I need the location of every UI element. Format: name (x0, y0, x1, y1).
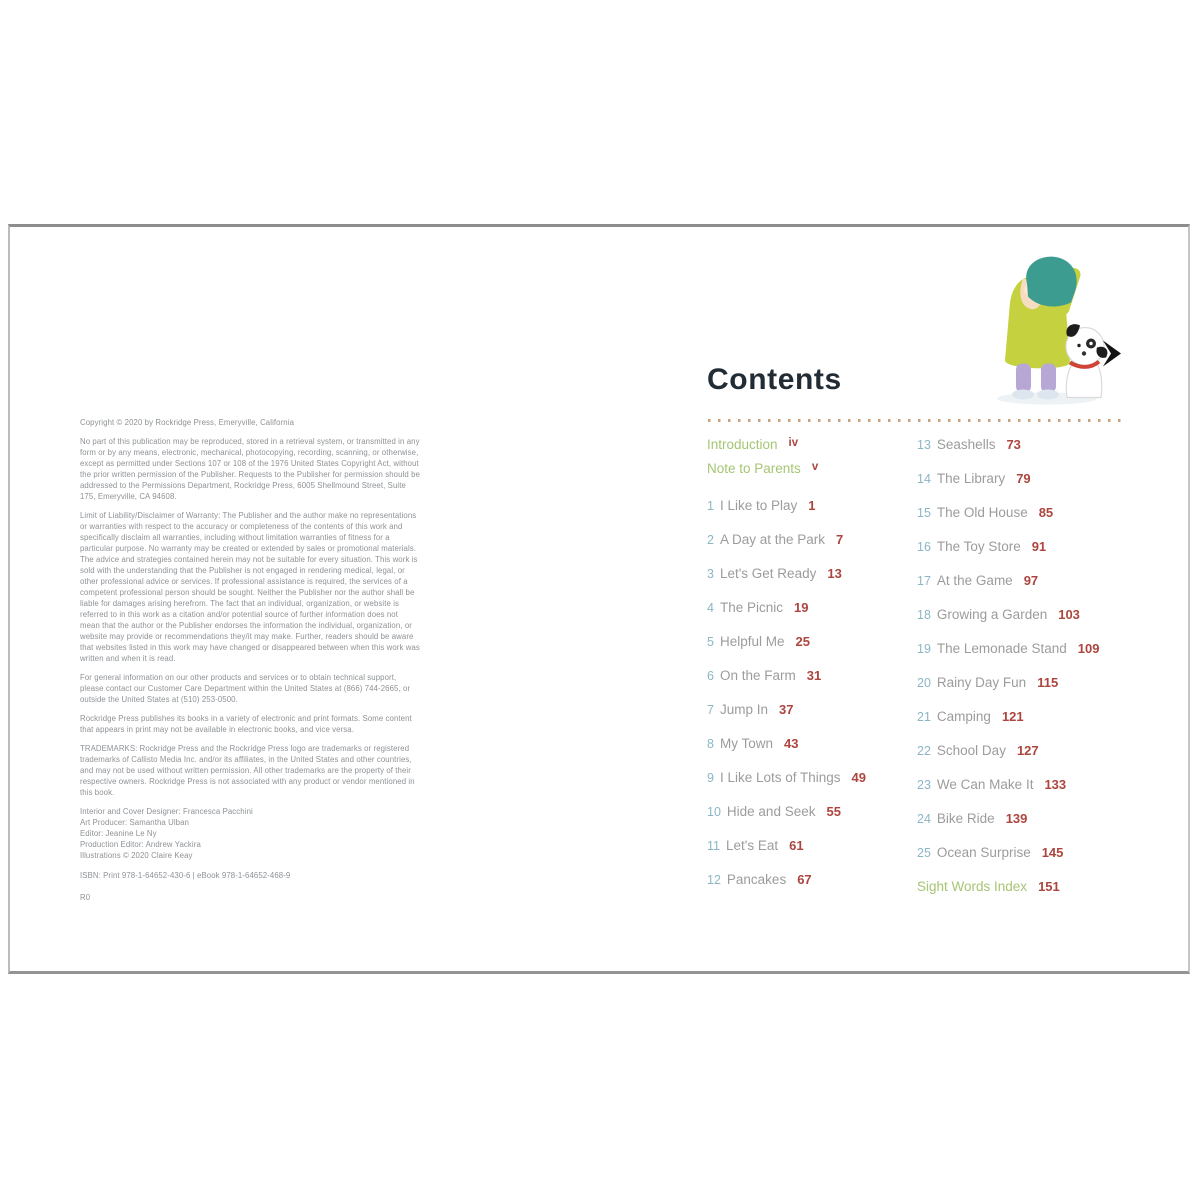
chapter-page: 43 (783, 736, 799, 751)
beanie-shape (1026, 257, 1077, 307)
toc-entry (917, 505, 1137, 539)
chapter-number: 13 (917, 438, 931, 452)
toc-entry (917, 539, 1137, 573)
chapter-page: 97 (1023, 573, 1039, 588)
shoe-shape (1037, 390, 1059, 400)
chapter-page: 115 (1037, 675, 1059, 690)
chapter-number: 15 (917, 506, 931, 520)
chapter-title: A Day at the Park (719, 532, 826, 547)
chapter-page: 61 (789, 838, 804, 853)
chapter-page: 73 (1006, 437, 1021, 452)
chapter-number: 17 (917, 574, 931, 588)
chapter-number: 4 (707, 601, 714, 615)
chapter-number: 10 (707, 805, 721, 819)
toc-entry (707, 668, 912, 702)
credit-editor: Editor: Jeanine Le Ny (80, 829, 157, 838)
disclaimer-paragraph: Limit of Liability/Disclaimer of Warranty: The Publisher and the author make no representations or warranties with respect to the accuracy or completeness of the contents of this work and specifically disclaim all warranties, including without limitation warranties of fitness for a particular purpose. No warranty may be created or extended by sales or promotional materials. The advice and strategies contained herein may not be suitable for every situation. This work is sold with the understanding that the Publisher is not engaged in rendering medical, legal, or other professional advice or services. If professional assistance is required, the services of a competent professional person should be sought. Neither the Publisher nor the author shall be liable for damages arising herefrom. The fact that an individual, organization, or website is referred to in this work as a citation and/or potential source of further information does not mean that the author or the Publisher endorses the information the individual, organization, or website may provide or recommendations they/it may make. Further, readers should be aware that websites listed in this work may have changed or disappeared between when this work was written and when it is read. (80, 511, 420, 663)
pant-leg (1041, 364, 1056, 393)
chapter-number: 21 (917, 710, 931, 724)
chapter-page: 13 (827, 566, 842, 581)
chapter-page: 139 (1005, 811, 1028, 826)
chapter-number: 8 (707, 737, 714, 751)
shoe-shape (1012, 390, 1034, 400)
dog-eye (1089, 342, 1092, 345)
chapter-title: Growing a Garden (936, 607, 1048, 622)
dotted-divider (708, 419, 1124, 422)
chapter-page: 31 (806, 668, 822, 683)
book-spread (8, 224, 1190, 974)
chapter-page: 133 (1044, 777, 1067, 792)
toc-title: Introduction (707, 437, 778, 452)
chapter-number: 23 (917, 778, 931, 792)
chapter-title: Pancakes (726, 872, 787, 887)
chapter-page: 127 (1016, 743, 1039, 758)
chapter-number: 14 (917, 472, 931, 486)
chapter-page: 79 (1016, 471, 1031, 486)
toc-page: v (811, 461, 819, 473)
toc-entry (707, 770, 912, 804)
chapter-number: 2 (707, 533, 714, 547)
toc-entry (707, 600, 912, 634)
chapter-title: Ocean Surprise (936, 845, 1031, 860)
copyright-page-text (80, 417, 420, 903)
chapter-title: The Toy Store (936, 539, 1021, 554)
permissions-paragraph: No part of this publication may be reproduced, stored in a retrieval system, or transmitted in any form or by any means, electronic, mechanical, photocopying, recording, scanning, or otherwise, except as permitted under Sections 107 or 108 of the 1976 United States Copyright Act, without the prior written permission of the Publisher. Requests to the Publisher for permission should be addressed to the Permissions Department, Rockridge Press, 6005 Shellmound Street, Suite 175, Emeryville, CA 94608. (80, 437, 420, 501)
chapter-number: 25 (917, 846, 931, 860)
chapter-number: 24 (917, 812, 931, 826)
credit-art-producer: Art Producer: Samantha Ulban (80, 818, 189, 827)
chapter-page: 85 (1038, 505, 1054, 520)
chapter-title: The Old House (936, 505, 1028, 520)
toc-entry-note-to-parents (707, 461, 912, 485)
chapter-page: 103 (1058, 607, 1080, 622)
chapter-page: 67 (797, 872, 812, 887)
toc-title: Sight Words Index (917, 879, 1028, 894)
toc-entry (707, 872, 912, 906)
chapter-title: The Picnic (719, 600, 783, 615)
toc-entry (707, 736, 912, 770)
print-code: R0 (80, 893, 91, 902)
toc-title: Note to Parents (707, 461, 801, 476)
chapter-page: 1 (808, 498, 816, 513)
chapter-number: 11 (707, 839, 720, 853)
chapter-number: 7 (707, 703, 714, 717)
toc-entry (917, 675, 1137, 709)
toc-entry (917, 607, 1137, 641)
chapter-number: 6 (707, 669, 714, 683)
chapter-title: Bike Ride (936, 811, 995, 826)
hide-and-seek-illustration (985, 245, 1135, 413)
chapter-title: The Lemonade Stand (936, 641, 1067, 656)
chapter-title: Camping (936, 709, 991, 724)
toc-entry (917, 743, 1137, 777)
chapter-page: 25 (795, 634, 810, 649)
chapter-number: 1 (707, 499, 714, 513)
chapter-page: 121 (1001, 709, 1024, 724)
pant-leg (1016, 364, 1031, 393)
toc-column-right (917, 437, 1137, 913)
toc-entry (917, 437, 1137, 471)
chapter-title: At the Game (936, 573, 1013, 588)
chapter-number: 19 (917, 642, 931, 656)
toc-entry-introduction (707, 437, 912, 461)
toc-entry (707, 498, 912, 532)
chapter-number: 9 (707, 771, 714, 785)
toc-entry-sight-words-index (917, 879, 1137, 913)
chapter-page: 49 (851, 770, 866, 785)
toc-entry (707, 532, 912, 566)
chapter-title: On the Farm (719, 668, 796, 683)
formats-paragraph: Rockridge Press publishes its books in a variety of electronic and print formats. Some content that appears in print may not be available in electronic books, and vice versa. (80, 714, 412, 734)
chapter-title: My Town (719, 736, 773, 751)
toc-entry (917, 573, 1137, 607)
chapter-page: 19 (793, 600, 809, 615)
credit-illustrator: Illustrations © 2020 Claire Keay (80, 851, 193, 860)
chapter-number: 3 (707, 567, 714, 581)
chapter-number: 22 (917, 744, 931, 758)
chapter-page: 7 (836, 532, 844, 547)
copyright-line: Copyright © 2020 by Rockridge Press, Emeryville, California (80, 418, 295, 427)
chapter-title: Let's Get Ready (719, 566, 817, 581)
contents-title: Contents (707, 363, 842, 396)
toc-entry (917, 811, 1137, 845)
chapter-number: 5 (707, 635, 714, 649)
toc-column-left (707, 437, 912, 906)
support-paragraph: For general information on our other products and services or to obtain technical support, please contact our Customer Care Department within the United States at (866) 744-2665, or outside the United States at (510) 253-0500. (80, 673, 411, 704)
chapter-title: Jump In (719, 702, 768, 717)
chapter-title: Helpful Me (719, 634, 785, 649)
toc-entry (707, 838, 912, 872)
toc-entry (917, 777, 1137, 811)
chapter-page: 37 (778, 702, 794, 717)
chapter-title: I Like to Play (719, 498, 798, 513)
credits-block (80, 806, 420, 861)
chapter-title: I Like Lots of Things (719, 770, 841, 785)
chapter-title: Seashells (936, 437, 996, 452)
toc-entry (707, 634, 912, 668)
dog-nose (1082, 351, 1086, 355)
credit-prod-editor: Production Editor: Andrew Yackira (80, 840, 201, 849)
toc-entry (917, 845, 1137, 879)
toc-entry (917, 709, 1137, 743)
chapter-title: School Day (936, 743, 1006, 758)
toc-page: iv (788, 437, 799, 449)
credit-designer: Interior and Cover Designer: Francesca Pacchini (80, 807, 253, 816)
chapter-number: 12 (707, 873, 721, 887)
chapter-title: Let's Eat (725, 838, 779, 853)
chapter-number: 16 (917, 540, 931, 554)
chapter-number: 20 (917, 676, 931, 690)
chapter-title: Rainy Day Fun (936, 675, 1027, 690)
trademarks-paragraph: TRADEMARKS: Rockridge Press and the Rockridge Press logo are trademarks or registered trademarks of Callisto Media Inc. and/or its affiliates, in the United States and other countries, and may not be used without written permission. All other trademarks are the property of their respective owners. Rockridge Press is not associated with any product or vendor mentioned in this book. (80, 744, 415, 797)
toc-entry (917, 641, 1137, 675)
chapter-number: 18 (917, 608, 931, 622)
chapter-page: 55 (826, 804, 841, 819)
dog-eye (1077, 344, 1080, 347)
toc-page: 151 (1038, 879, 1060, 894)
toc-entry (707, 804, 912, 838)
chapter-page: 109 (1077, 641, 1100, 656)
chapter-title: We Can Make It (936, 777, 1034, 792)
toc-entry (917, 471, 1137, 505)
chapter-title: The Library (936, 471, 1006, 486)
chapter-page: 145 (1041, 845, 1064, 860)
toc-entry (707, 702, 912, 736)
chapter-title: Hide and Seek (726, 804, 816, 819)
toc-entry (707, 566, 912, 600)
isbn-line: ISBN: Print 978-1-64652-430-6 | eBook 978-1-64652-468-9 (80, 871, 291, 880)
chapter-page: 91 (1031, 539, 1047, 554)
